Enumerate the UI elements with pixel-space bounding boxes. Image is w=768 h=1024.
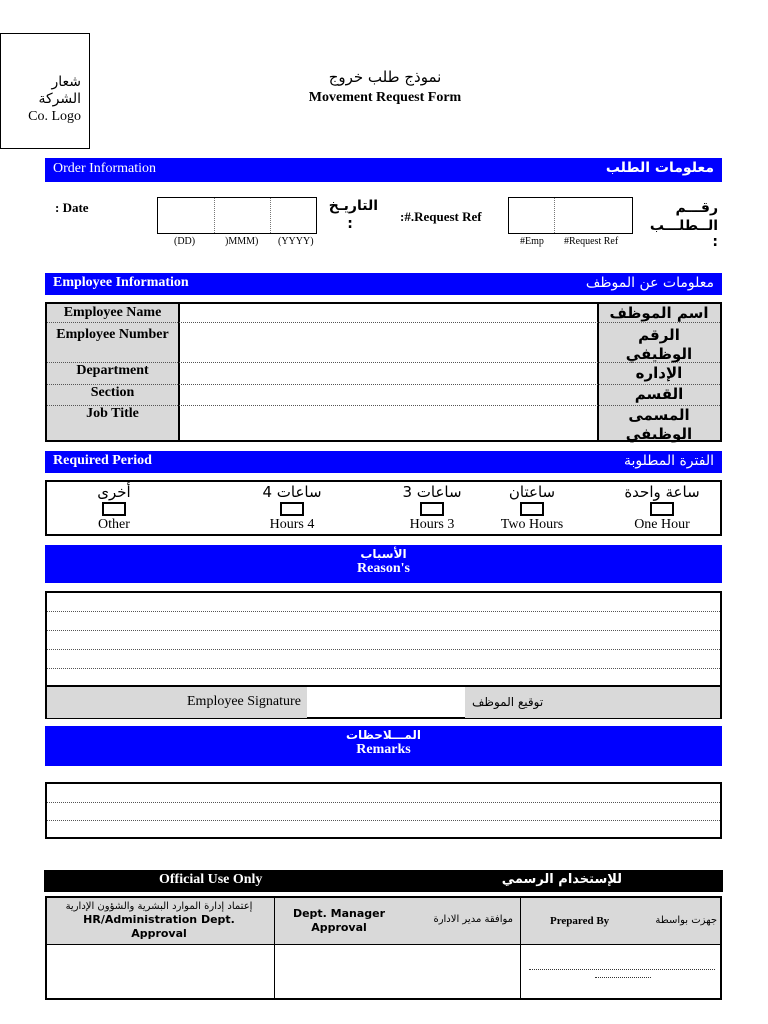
employee-info-title-en: Employee Information [53, 275, 189, 290]
section-label: Section [90, 385, 135, 400]
employee-signature-row [45, 686, 722, 719]
form-title-english: Movement Request Form [308, 90, 462, 105]
request-ref-label-ar-1: رقـــم [675, 200, 718, 216]
logo-text-ar-1: شعار [51, 74, 81, 90]
manager-approval-label-ar: موافقة مدير الادارة [433, 914, 513, 925]
department-label-ar: الإداره [635, 364, 683, 382]
job-title-label-ar: المسمى الوظيفي [625, 406, 693, 443]
employee-info-title-ar: معلومات عن الموظف [585, 275, 714, 291]
employee-number-label-ar: الرقم الوظيفي [625, 326, 693, 363]
period-option-4-hours-ar: 4 ساعات [262, 483, 322, 501]
employee-number-field[interactable] [180, 323, 599, 362]
employee-signature-label-ar: توقيع الموظف [472, 695, 544, 709]
manager-approval-field[interactable] [275, 945, 520, 998]
required-period-title-en: Required Period [53, 453, 152, 468]
job-title-label: Job Title [86, 406, 139, 421]
order-info-title-en: Order Information [53, 161, 157, 176]
prepared-by-label: Prepared By [550, 915, 610, 927]
employee-info-table [45, 302, 722, 442]
required-period-header [45, 451, 722, 473]
official-use-table [45, 896, 722, 1000]
prepared-by-field[interactable] [521, 945, 720, 998]
period-option-4-hours [227, 482, 357, 533]
period-option-two-hours-ar: ساعتان [508, 483, 556, 501]
logo-text-en: Co. Logo [28, 109, 81, 124]
date-input[interactable] [157, 197, 317, 234]
date-year-hint: (YYYY) [278, 236, 314, 247]
employee-info-header [45, 273, 722, 295]
period-option-3-hours-ar: 3 ساعات [402, 483, 462, 501]
job-title-field[interactable] [180, 406, 599, 440]
date-month-hint: )MMM) [225, 236, 259, 247]
prepared-by-label-ar: جهزت بواسطة [655, 915, 717, 926]
period-option-one-hour-ar: ساعة واحدة [624, 483, 700, 501]
hr-approval-label-en-2: Approval [131, 927, 187, 940]
manager-approval-label-en-1: Dept. Manager [292, 907, 386, 920]
reasons-header [45, 545, 722, 583]
date-label-ar-colon: : [347, 216, 353, 232]
logo-text-ar-2: الشركة [38, 91, 81, 107]
section-label-ar: القسم [634, 385, 684, 403]
employee-name-label: Employee Name [63, 305, 162, 320]
period-option-other-ar: أخرى [97, 483, 131, 501]
request-ref-input[interactable] [508, 197, 633, 234]
ref-request-hint: #Request Ref [564, 236, 619, 247]
remarks-header [45, 726, 722, 766]
date-label: : Date [55, 200, 89, 215]
period-option-one-hour-en: One Hour [634, 517, 690, 532]
department-field[interactable] [180, 363, 599, 384]
request-ref-label: :#.Request Ref [400, 209, 482, 224]
employee-name-field[interactable] [180, 304, 599, 322]
employee-signature-label: Employee Signature [187, 694, 301, 709]
reasons-field[interactable] [45, 591, 722, 687]
remarks-title-ar: المـــلاحظات [346, 728, 421, 742]
hr-approval-label-en-1: HR/Administration Dept. [83, 913, 235, 926]
remarks-field[interactable] [45, 782, 722, 839]
reasons-title-ar: الأسباب [360, 547, 407, 561]
period-one-hour-checkbox[interactable] [650, 502, 674, 516]
section-field[interactable] [180, 385, 599, 405]
period-3-hours-checkbox[interactable] [420, 502, 444, 516]
form-title-arabic: نموذج طلب خروج [328, 68, 442, 86]
date-day-hint: (DD) [174, 236, 196, 247]
period-option-other-en: Other [98, 517, 130, 532]
date-label-ar: التاريـخ [328, 198, 378, 214]
period-option-two-hours-en: Two Hours [500, 517, 564, 532]
period-other-checkbox[interactable] [102, 502, 126, 516]
order-info-header [45, 158, 722, 182]
ref-emp-hint: #Emp [520, 236, 544, 247]
reasons-title-en: Reason's [357, 561, 410, 576]
period-option-one-hour [597, 482, 727, 533]
official-use-title-ar: للإستخدام الرسمي [501, 872, 622, 887]
prepared-by-line [529, 969, 715, 970]
prepared-by-short-line [595, 977, 651, 978]
period-option-other [49, 482, 179, 533]
period-two-hours-checkbox[interactable] [520, 502, 544, 516]
employee-number-label: Employee Number [56, 327, 169, 342]
hr-approval-field[interactable] [47, 945, 274, 998]
manager-approval-label-en-2: Approval [311, 921, 367, 934]
required-period-title-ar: الفترة المطلوبة [624, 453, 714, 469]
period-option-4-hours-en: Hours 4 [269, 517, 315, 532]
required-period-options [45, 480, 722, 536]
request-ref-label-ar-2: الــطلـــب : [649, 218, 718, 250]
employee-name-label-ar: اسم الموظف [609, 304, 709, 322]
order-info-title-ar: معلومات الطلب [605, 160, 714, 176]
hr-approval-label-ar: إعتماد إدارة الموارد البشرية والشؤون الإدارية [65, 901, 253, 912]
department-label: Department [76, 363, 149, 378]
company-logo-box [0, 33, 90, 149]
employee-signature-field[interactable] [307, 687, 465, 718]
period-4-hours-checkbox[interactable] [280, 502, 304, 516]
official-use-title-en: Official Use Only [159, 872, 263, 887]
period-option-two-hours [467, 482, 597, 533]
remarks-title-en: Remarks [356, 742, 411, 757]
period-option-3-hours-en: Hours 3 [409, 517, 455, 532]
official-use-header [44, 870, 723, 892]
